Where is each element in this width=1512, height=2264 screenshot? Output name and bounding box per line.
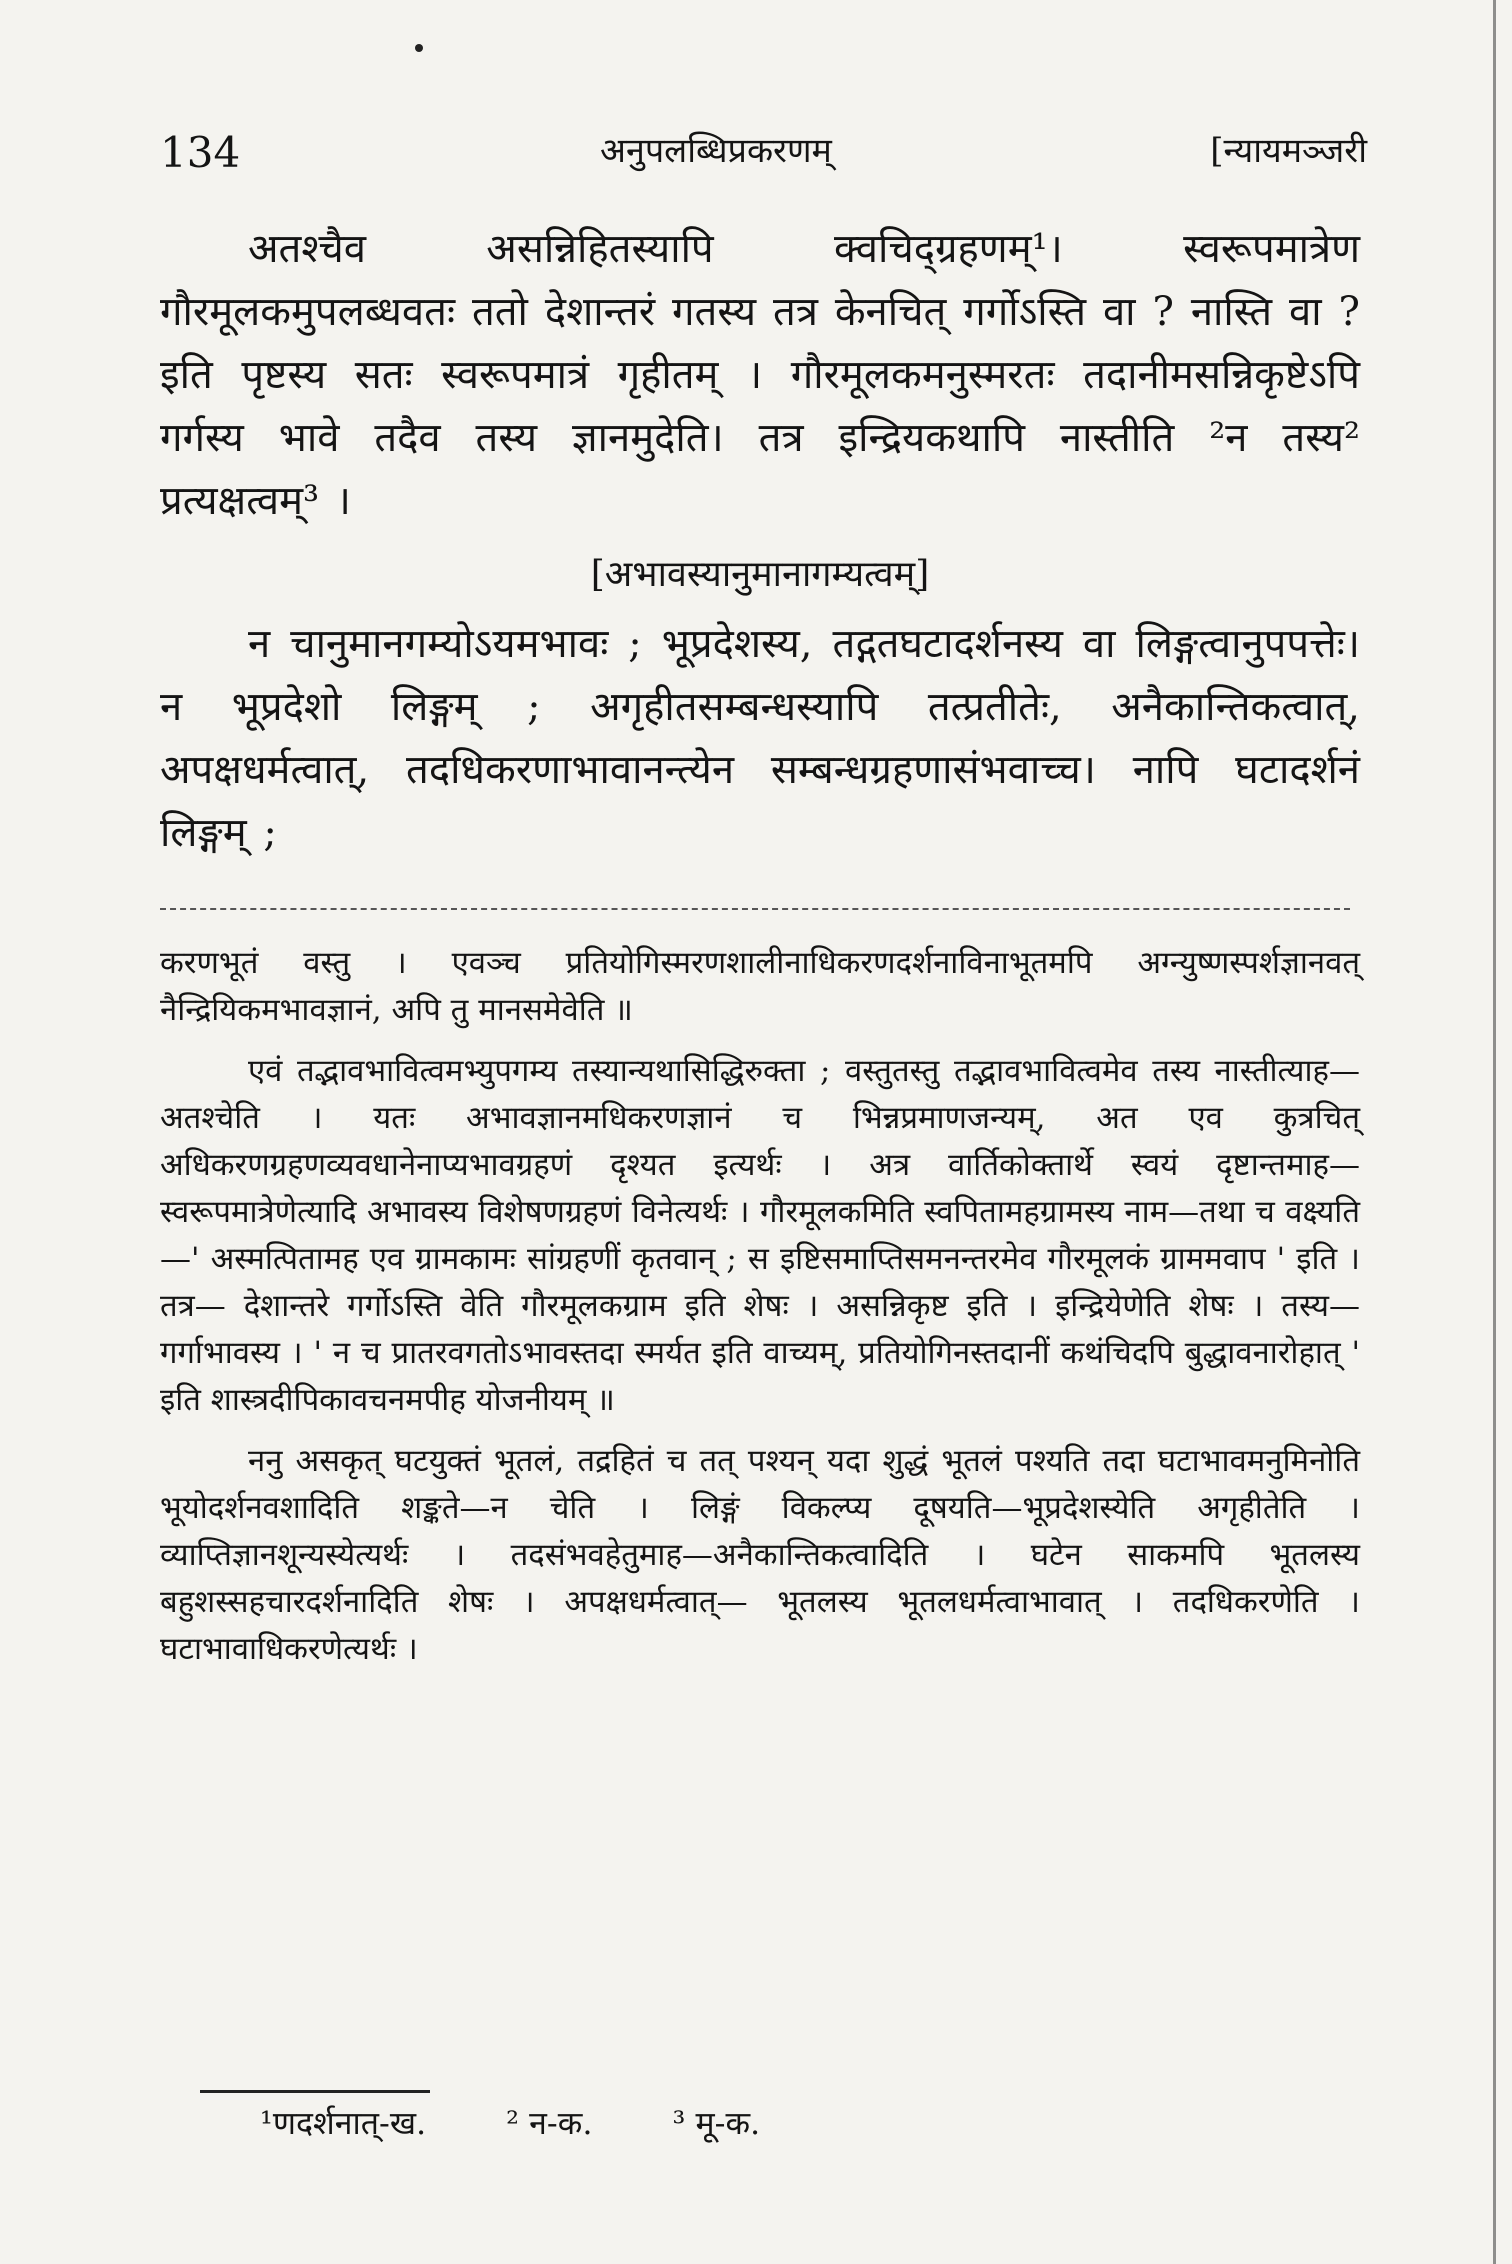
header-title: अनुपलब्धिप्रकरणम् <box>600 131 832 171</box>
footnote-2: ² न-क. <box>506 2104 593 2142</box>
commentary-paragraph-1: करणभूतं वस्तु । एवञ्च प्रतियोगिस्मरणशालीनाधिकरणदर्शनाविनाभूतमपि अग्न्युष्णस्पर्शज्ञानवत् नैन्द्रियिकमभावज्ञानं, अपि तु मानसमेवेति ॥ <box>160 945 1360 1028</box>
commentary-block <box>160 940 1360 1673</box>
main-paragraph-1: अतश्चैव असन्निहितस्यापि क्वचिद्ग्रहणम्¹। स्वरूपमात्रेण गौरमूलकमुपलब्धवतः ततो देशान्तरं गतस्य तत्र केनचित् गर्गोऽस्ति वा ? नास्ति वा ? इति पृष्टस्य सतः स्वरूपमात्रं गृहीतम् । गौरमूलकमनुस्मरतः तदानीमसन्निकृष्टेऽपि गर्गस्य भावे तदैव तस्य ज्ञानमुदेति। तत्र इन्द्रियकथापि नास्तीति ²न तस्य² प्रत्यक्षत्वम्³ । <box>160 226 1360 524</box>
main-paragraph-2: न चानुमानगम्योऽयमभावः ; भूप्रदेशस्य, तद्गतघटादर्शनस्य वा लिङ्गत्वानुपपत्तेः। न भूप्रदेशो लिङ्गम् ; अगृहीतसम्बन्धस्यापि तत्प्रतीतेः, अनैकान्तिकत्वात्, अपक्षधर्मत्वात्, तदधिकरणाभावानन्त्येन सम्बन्धग्रहणासंभवाच्च। नापि घटादर्शनं लिङ्गम् ; <box>160 621 1360 856</box>
footnotes <box>160 2090 1360 2144</box>
page-number: 134 <box>160 128 241 177</box>
text-commentary-divider <box>160 908 1350 910</box>
commentary-paragraph-3: ननु असकृत् घटयुक्तं भूतलं, तद्रहितं च तत् पश्यन् यदा शुद्धं भूतलं पश्यति तदा घटाभावमनुमिनोति भूयोदर्शनवशादिति शङ्कते—न चेति । लिङ्गं विकल्प्य दूषयति—भूप्रदेशस्येति अगृहीतेति । व्याप्तिज्ञानशून्यस्येत्यर्थः । तदसंभवहेतुमाह—अनैकान्तिकत्वादिति । घटेन साकमपि भूतलस्य बहुशस्सहचारदर्शनादिति शेषः । अपक्षधर्मत्वात्— भूतलस्य भूतलधर्मत्वाभावात् । तदधिकरणेति । घटाभावाधिकरणेत्यर्थः । <box>160 1443 1360 1667</box>
running-header <box>160 118 1367 178</box>
footnote-rule <box>200 2090 430 2093</box>
ink-speck <box>415 44 423 52</box>
section-subheading: [अभावस्यानुमानागम्यत्वम्] <box>590 554 930 595</box>
main-text <box>160 218 1360 865</box>
header-book-title: [न्यायमञ्जरी <box>1210 131 1367 171</box>
page-edge-shadow <box>1493 0 1496 2264</box>
footnote-1: ¹णदर्शनात्-ख. <box>260 2104 427 2142</box>
commentary-paragraph-2: एवं तद्भावभावित्वमभ्युपगम्य तस्यान्यथासिद्धिरुक्ता ; वस्तुतस्तु तद्भावभावित्वमेव तस्य नास्तीत्याह— अतश्चेति । यतः अभावज्ञानमधिकरणज्ञानं च भिन्नप्रमाणजन्यम्, अत एव कुत्रचित् अधिकरणग्रहणव्यवधानेनाप्यभावग्रहणं दृश्यत इत्यर्थः । अत्र वार्तिकोक्तार्थे स्वयं दृष्टान्तमाह— स्वरूपमात्रेणेत्यादि अभावस्य विशेषणग्रहणं विनेत्यर्थः । गौरमूलकमिति स्वपितामहग्रामस्य नाम—तथा च वक्ष्यति—' अस्मत्पितामह एव ग्रामकामः सांग्रहणीं कृतवान् ; स इष्टिसमाप्तिसमनन्तरमेव गौरमूलकं ग्राममवाप ' इति । तत्र— देशान्तरे गर्गोऽस्ति वेति गौरमूलकग्राम इति शेषः । असन्निकृष्ट इति । इन्द्रियेणेति शेषः । तस्य— गर्गाभावस्य । ' न च प्रातरवगतोऽभावस्तदा स्मर्यत इति वाच्यम्, प्रतियोगिनस्तदानीं कथंचिदपि बुद्धावनारोहात् ' इति शास्त्रदीपिकावचनमपीह योजनीयम् ॥ <box>160 1053 1360 1418</box>
footnote-line <box>160 2101 1360 2144</box>
footnote-3: ³ मू-क. <box>672 2104 761 2142</box>
